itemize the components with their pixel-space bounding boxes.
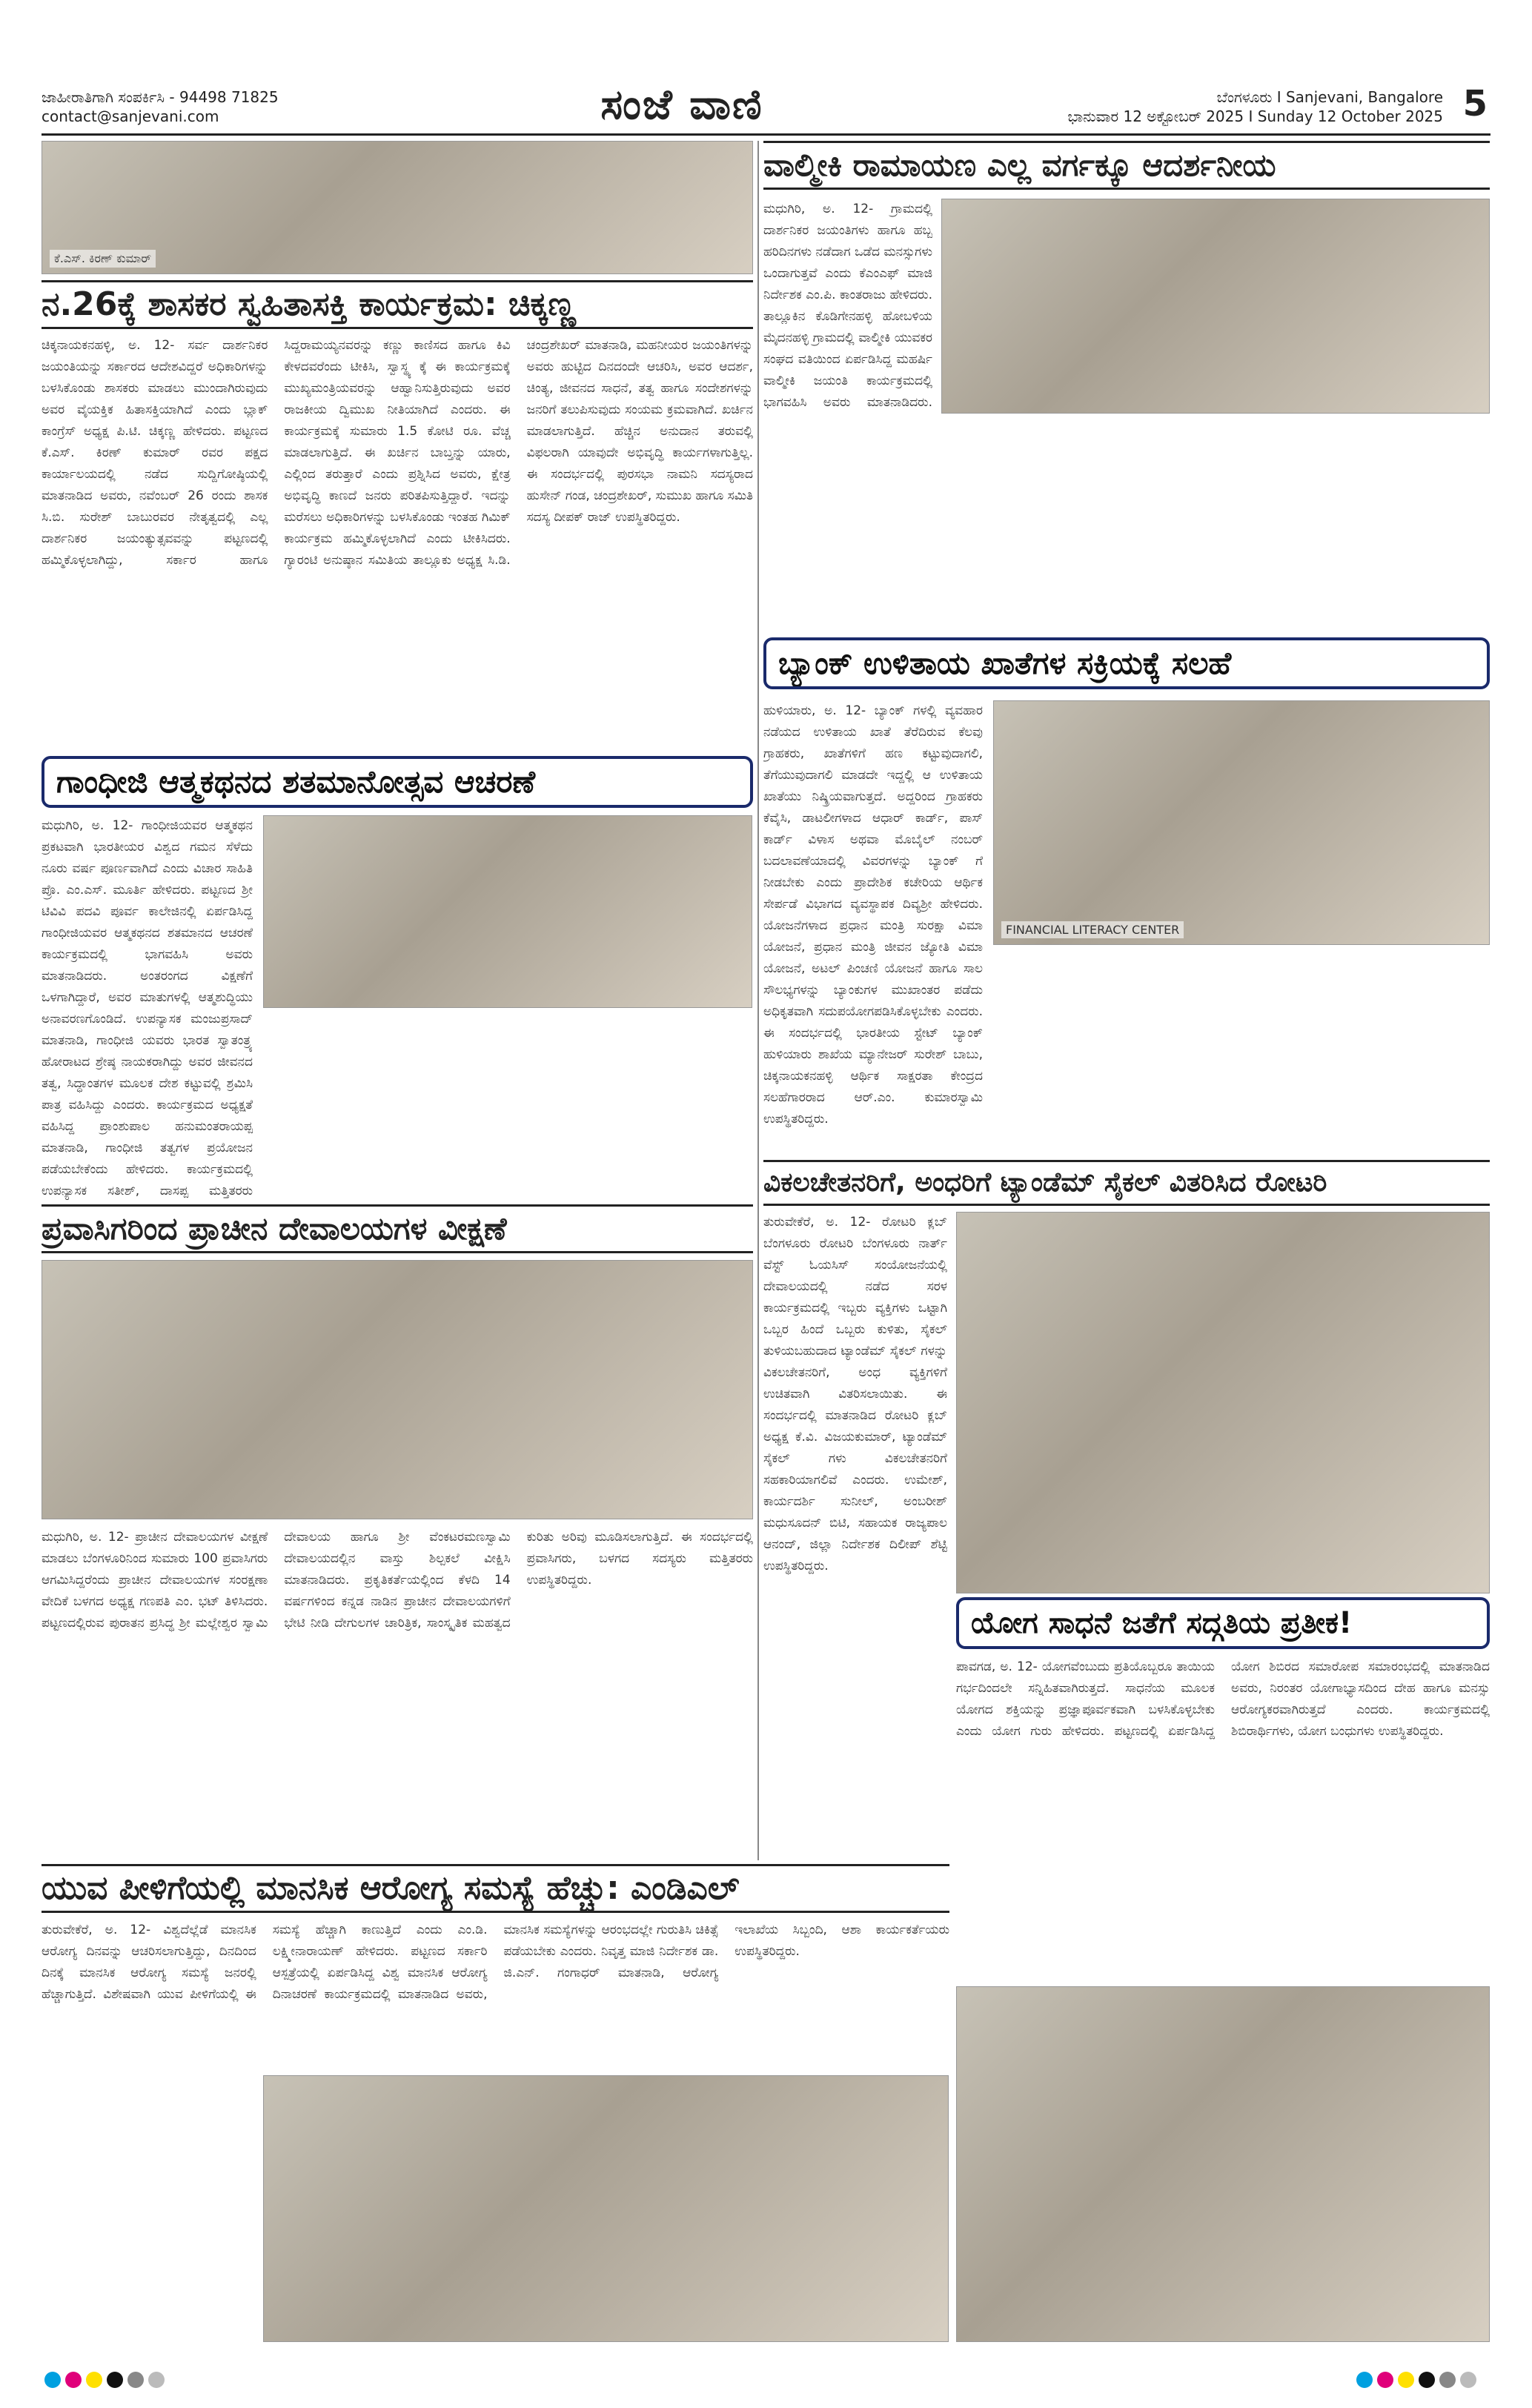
- story6-headline: ವಿಕಲಚೇತನರಿಗೆ, ಅಂಧರಿಗೆ ಟ್ಯಾಂಡೆಮ್ ಸೈಕಲ್ ವಿತರಿಸಿದ ರೋಟರಿ: [763, 1160, 1490, 1206]
- story7-headline: ಯೋಗ ಸಾಧನೆ ಜತೆಗೆ ಸದ್ಗತಿಯ ಪ್ರತೀಕ!: [956, 1597, 1490, 1649]
- edition-line: ಬೆಂಗಳೂರು I Sanjevani, Bangalore: [1216, 88, 1443, 106]
- contact-email[interactable]: contact@sanjevani.com: [42, 107, 219, 125]
- story2-body: ಮಧುಗಿರಿ, ಅ. 12- ಗ್ರಾಮದಲ್ಲಿ ದಾರ್ಶನಿಕರ ಜಯಂತಿಗಳು ಹಾಗೂ ಹಬ್ಬ ಹರಿದಿನಗಳು ನಡೆದಾಗ ಒಡೆದ ಮನಸ್ಸುಗಳು ಒಂದಾಗುತ್ತವೆ ಎಂದು ಕೆಎಂಎಫ್ ಮಾಜಿ ನಿರ್ದೇಶಕ ಎಂ.ಪಿ. ಕಾಂತರಾಜು ಹೇಳಿದರು. ತಾಲ್ಲೂಕಿನ ಕೊಡಿಗೇನಹಳ್ಳಿ ಹೋಬಳಿಯ ಮೈದನಹಳ್ಳಿ ಗ್ರಾಮದಲ್ಲಿ ವಾಲ್ಮೀಕಿ ಯುವಕರ ಸಂಘದ ವತಿಯಿಂದ ಏರ್ಪಡಿಸಿದ್ದ ಮಹರ್ಷಿ ವಾಲ್ಮೀಕಿ ಜಯಂತಿ ಕಾರ್ಯಕ್ರಮದಲ್ಲಿ ಭಾಗವಹಿಸಿ ಅವರು ಮಾತನಾಡಿದರು.: [763, 202, 932, 410]
- page-number: 5: [1462, 83, 1488, 125]
- registration-dot: [148, 2372, 165, 2388]
- registration-dot: [1419, 2372, 1435, 2388]
- story5-headline: ಪ್ರವಾಸಿಗರಿಂದ ಪ್ರಾಚೀನ ದೇವಾಲಯಗಳ ವೀಕ್ಷಣೆ: [42, 1204, 753, 1253]
- registration-dot: [1356, 2372, 1373, 2388]
- story6-body: ತುರುವೇಕೆರೆ, ಅ. 12- ರೋಟರಿ ಕ್ಲಬ್ ಬೆಂಗಳೂರು ರೋಟರಿ ಬೆಂಗಳೂರು ನಾರ್ತ್ ವೆಸ್ಟ್ ಓಯಸಿಸ್ ಸಂಯೋಜನೆಯಲ್ಲಿ ದೇವಾಲಯದಲ್ಲಿ ನಡೆದ ಸರಳ ಕಾರ್ಯಕ್ರಮದಲ್ಲಿ ಇಬ್ಬರು ವ್ಯಕ್ತಿಗಳು ಒಟ್ಟಾಗಿ ಒಬ್ಬರ ಹಿಂದೆ ಒಬ್ಬರು ಕುಳಿತು, ಸೈಕಲ್ ತುಳಿಯಬಹುದಾದ ಟ್ಯಾಂಡೆಮ್ ಸೈಕಲ್ ಗಳನ್ನು ವಿಕಲಚೇತನರಿಗೆ, ಅಂಧ ವ್ಯಕ್ತಿಗಳಿಗೆ ಉಚಿತವಾಗಿ ವಿತರಿಸಲಾಯಿತು. ಈ ಸಂದರ್ಭದಲ್ಲಿ ಮಾತನಾಡಿದ ರೋಟರಿ ಕ್ಲಬ್ ಅಧ್ಯಕ್ಷ ಕೆ.ವಿ. ವಿಜಯಕುಮಾರ್, ಟ್ಯಾಂಡೆಮ್ ಸೈಕಲ್ ಗಳು ವಿಕಲಚೇತನರಿಗೆ ಸಹಕಾರಿಯಾಗಲಿವೆ ಎಂದರು. ಉಮೇಶ್, ಕಾರ್ಯದರ್ಶಿ ಸುನೀಲ್, ಅಂಬರೀಶ್ ಮಧುಸೂದನ್ ಬಿಟಿ, ಸಹಾಯಕ ರಾಜ್ಯಪಾಲ ಆನಂದ್, ಜಿಲ್ಲಾ ನಿರ್ದೇಶಕ ದಿಲೀಪ್ ಶೆಟ್ಟಿ ಉಪಸ್ಥಿತರಿದ್ದರು.: [763, 1215, 947, 1573]
- masthead-dateline: [1067, 87, 1443, 126]
- registration-dot: [127, 2372, 144, 2388]
- story3-photo: [993, 700, 1490, 945]
- story1-photo-caption: ಕೆ.ಎಸ್. ಕಿರಣ್ ಕುಮಾರ್: [50, 250, 156, 268]
- registration-dot: [65, 2372, 82, 2388]
- story8-headline: ಯುವ ಪೀಳಿಗೆಯಲ್ಲಿ ಮಾನಸಿಕ ಆರೋಗ್ಯ ಸಮಸ್ಯೆ ಹೆಚ್ಚು: ಎಂಡಿಎಲ್: [42, 1864, 949, 1913]
- story8-photo: [263, 2075, 949, 2342]
- story2-headline: ವಾಲ್ಮೀಕಿ ರಾಮಾಯಣ ಎಲ್ಲ ವರ್ಗಕ್ಕೂ ಆದರ್ಶನೀಯ: [763, 141, 1490, 190]
- story4-headline: ಗಾಂಧೀಜಿ ಆತ್ಮಕಥನದ ಶತಮಾನೋತ್ಸವ ಆಚರಣೆ: [42, 756, 753, 808]
- story8-body: ತುರುವೇಕೆರೆ, ಅ. 12- ವಿಶ್ವದೆಲ್ಲೆಡೆ ಮಾನಸಿಕ ಆರೋಗ್ಯ ದಿನವನ್ನು ಆಚರಿಸಲಾಗುತ್ತಿದ್ದು, ದಿನದಿಂದ ದಿನಕ್ಕೆ ಮಾನಸಿಕ ಆರೋಗ್ಯ ಸಮಸ್ಯೆ ಜನರಲ್ಲಿ ಹೆಚ್ಚಾಗುತ್ತಿದೆ. ವಿಶೇಷವಾಗಿ ಯುವ ಪೀಳಿಗೆಯಲ್ಲಿ ಈ ಸಮಸ್ಯೆ ಹೆಚ್ಚಾಗಿ ಕಾಣುತ್ತಿದೆ ಎಂದು ಎಂ.ಡಿ. ಲಕ್ಷ್ಮೀನಾರಾಯಣ್ ಹೇಳಿದರು. ಪಟ್ಟಣದ ಸರ್ಕಾರಿ ಆಸ್ಪತ್ರೆಯಲ್ಲಿ ಏರ್ಪಡಿಸಿದ್ದ ವಿಶ್ವ ಮಾನಸಿಕ ಆರೋಗ್ಯ ದಿನಾಚರಣೆ ಕಾರ್ಯಕ್ರಮದಲ್ಲಿ ಮಾತನಾಡಿದ ಅವರು, ಮಾನಸಿಕ ಸಮಸ್ಯೆಗಳನ್ನು ಆರಂಭದಲ್ಲೇ ಗುರುತಿಸಿ ಚಿಕಿತ್ಸೆ ಪಡೆಯಬೇಕು ಎಂದರು. ನಿವೃತ್ತ ಮಾಜಿ ನಿರ್ದೇಶಕ ಡಾ. ಜಿ.ಎನ್. ಗಂಗಾಧರ್ ಮಾತನಾಡಿ, ಆರೋಗ್ಯ ಇಲಾಖೆಯ ಸಿಬ್ಬಂದಿ, ಆಶಾ ಕಾರ್ಯಕರ್ತೆಯರು ಉಪಸ್ಥಿತರಿದ್ದರು.: [42, 1923, 949, 2002]
- registration-dot: [1377, 2372, 1393, 2388]
- story5-photo: [42, 1260, 753, 1519]
- story3-headline: ಬ್ಯಾಂಕ್ ಉಳಿತಾಯ ಖಾತೆಗಳ ಸಕ್ರಿಯಕ್ಕೆ ಸಲಹೆ: [763, 637, 1490, 689]
- masthead-rule: [42, 133, 1490, 136]
- story2-photo: [941, 199, 1490, 414]
- registration-dot: [107, 2372, 123, 2388]
- story5-body: ಮಧುಗಿರಿ, ಅ. 12- ಪ್ರಾಚೀನ ದೇವಾಲಯಗಳ ವೀಕ್ಷಣೆ ಮಾಡಲು ಬೆಂಗಳೂರಿನಿಂದ ಸುಮಾರು 100 ಪ್ರವಾಸಿಗರು ಆಗಮಿಸಿದ್ದರೆಂದು ಪ್ರಾಚೀನ ದೇವಾಲಯಗಳ ಸಂರಕ್ಷಣಾ ವೇದಿಕೆ ಬಳಗದ ಅಧ್ಯಕ್ಷ ಗಣಪತಿ ಎಂ. ಭಟ್ ತಿಳಿಸಿದರು. ಪಟ್ಟಣದಲ್ಲಿರುವ ಪುರಾತನ ಪ್ರಸಿದ್ಧ ಶ್ರೀ ಮಲ್ಲೇಶ್ವರ ಸ್ವಾಮಿ ದೇವಾಲಯ ಹಾಗೂ ಶ್ರೀ ವೆಂಕಟರಮಣಸ್ವಾಮಿ ದೇವಾಲಯದಲ್ಲಿನ ವಾಸ್ತು ಶಿಲ್ಪಕಲೆ ವೀಕ್ಷಿಸಿ ಮಾತನಾಡಿದರು. ಪ್ರಕೃತಿಕರ್ತೆಯಲ್ಲಿಂದ ಕೆಳದಿ 14 ವರ್ಷಗಳಿಂದ ಕನ್ನಡ ನಾಡಿನ ಪ್ರಾಚೀನ ದೇವಾಲಯಗಳಿಗೆ ಭೇಟಿ ನೀಡಿ ದೇಗುಲಗಳ ಚಾರಿತ್ರಿಕ, ಸಾಂಸ್ಕೃತಿಕ ಮಹತ್ವದ ಕುರಿತು ಅರಿವು ಮೂಡಿಸಲಾಗುತ್ತಿದೆ. ಈ ಸಂದರ್ಭದಲ್ಲಿ ಪ್ರವಾಸಿಗರು, ಬಳಗದ ಸದಸ್ಯರು ಮತ್ತಿತರರು ಉಪಸ್ಥಿತರಿದ್ದರು.: [42, 1530, 753, 1631]
- story4-body: ಮಧುಗಿರಿ, ಅ. 12- ಗಾಂಧೀಜಿಯವರ ಆತ್ಮಕಥನ ಪ್ರಕಟವಾಗಿ ಭಾರತೀಯರ ವಿಶ್ವದ ಗಮನ ಸೆಳೆದು ನೂರು ವರ್ಷ ಪೂರ್ಣವಾಗಿದೆ ಎಂದು ವಿಚಾರ ಸಾಹಿತಿ ಪ್ರೊ. ಎಂ.ಎಸ್. ಮೂರ್ತಿ ಹೇಳಿದರು. ಪಟ್ಟಣದ ಶ್ರೀ ಟಿವಿವಿ ಪದವಿ ಪೂರ್ವ ಕಾಲೇಜಿನಲ್ಲಿ ಏರ್ಪಡಿಸಿದ್ದ ಗಾಂಧೀಜಿಯವರ ಆತ್ಮಕಥನದ ಶತಮಾನದ ಆಚರಣೆ ಕಾರ್ಯಕ್ರಮದಲ್ಲಿ ಭಾಗವಹಿಸಿ ಅವರು ಮಾತನಾಡಿದರು. ಅಂತರಂಗದ ವಿಕ್ಷಣೆಗೆ ಒಳಗಾಗಿದ್ದಾರೆ, ಅವರ ಮಾತುಗಳಲ್ಲಿ ಆತ್ಮಶುದ್ಧಿಯು ಅನಾವರಣಗೊಂಡಿದೆ. ಉಪನ್ಯಾಸಕ ಮಂಜುಪ್ರಸಾದ್ ಮಾತನಾಡಿ, ಗಾಂಧೀಜಿ ಯವರು ಭಾರತ ಸ್ವಾತಂತ್ರ್ಯ ಹೋರಾಟದ ಶ್ರೇಷ್ಠ ನಾಯಕರಾಗಿದ್ದು ಅವರ ಜೀವನದ ತತ್ವ, ಸಿದ್ಧಾಂತಗಳ ಮೂಲಕ ದೇಶ ಕಟ್ಟುವಲ್ಲಿ ಶ್ರಮಿಸಿ ಪಾತ್ರ ವಹಿಸಿದ್ದು ಎಂದರು. ಕಾರ್ಯಕ್ರಮದ ಅಧ್ಯಕ್ಷತೆ ವಹಿಸಿದ್ದ ಪ್ರಾಂಶುಪಾಲ ಹನುಮಂತರಾಯಪ್ಪ ಮಾತನಾಡಿ, ಗಾಂಧೀಜಿ ತತ್ವಗಳ ಪ್ರಯೋಜನ ಪಡೆಯಬೇಕೆಂದು ಹೇಳಿದರು. ಕಾರ್ಯಕ್ರಮದಲ್ಲಿ ಉಪನ್ಯಾಸಕ ಸತೀಶ್, ದಾಸಪ್ಪ ಮತ್ತಿತರರು: [42, 818, 253, 1198]
- story1-headline: ನ.26ಕ್ಕೆ ಶಾಸಕರ ಸ್ವಹಿತಾಸಕ್ತಿ ಕಾರ್ಯಕ್ರಮ: ಚಿಕ್ಕಣ್ಣ: [42, 280, 753, 329]
- registration-marks-right: [1356, 2372, 1476, 2388]
- masthead-contact: [42, 87, 279, 126]
- date-line: ಭಾನುವಾರ 12 ಅಕ್ಟೋಬರ್ 2025 I Sunday 12 October 2025: [1067, 107, 1443, 125]
- registration-dot: [44, 2372, 61, 2388]
- story4-photo: [263, 815, 752, 1008]
- registration-dot: [86, 2372, 102, 2388]
- story3-body: ಹುಳಿಯಾರು, ಅ. 12- ಬ್ಯಾಂಕ್ ಗಳಲ್ಲಿ ವ್ಯವಹಾರ ನಡೆಯದ ಉಳಿತಾಯ ಖಾತೆ ತೆರೆದಿರುವ ಕೆಲವು ಗ್ರಾಹಕರು, ಖಾತೆಗಳಿಗೆ ಹಣ ಕಟ್ಟುವುದಾಗಲಿ, ತೆಗೆಯುವುದಾಗಲಿ ಮಾಡದೇ ಇದ್ದಲ್ಲಿ ಆ ಉಳಿತಾಯ ಖಾತೆಯು ನಿಷ್ಕ್ರಿಯವಾಗುತ್ತದೆ. ಅದ್ದರಿಂದ ಗ್ರಾಹಕರು ಕೆವೈಸಿ, ಡಾಟಲೀಗಳಾದ ಆಧಾರ್ ಕಾರ್ಡ್, ಪಾಸ್ ಕಾರ್ಡ್ ವಿಳಾಸ ಅಥವಾ ಮೊಬೈಲ್ ನಂಬರ್ ಬದಲಾವಣೆಯಾದಲ್ಲಿ ವಿವರಗಳನ್ನು ಬ್ಯಾಂಕ್ ಗೆ ನೀಡಬೇಕು ಎಂದು ಪ್ರಾದೇಶಿಕ ಕಚೇರಿಯ ಆರ್ಥಿಕ ಸೇರ್ಪಡೆ ವಿಭಾಗದ ವ್ಯವಸ್ಥಾಪಕ ದಿವ್ಯಶ್ರೀ ಹೇಳಿದರು. ಯೋಜನೆಗಳಾದ ಪ್ರಧಾನ ಮಂತ್ರಿ ಸುರಕ್ಷಾ ವಿಮಾ ಯೋಜನೆ, ಪ್ರಧಾನ ಮಂತ್ರಿ ಜೀವನ ಜ್ಯೋತಿ ವಿಮಾ ಯೋಜನೆ, ಅಟಲ್ ಪಿಂಚಣಿ ಯೋಜನೆ ಹಾಗೂ ಸಾಲ ಸೌಲಭ್ಯಗಳನ್ನು ಬ್ಯಾಂಕುಗಳ ಮುಖಾಂತರ ಪಡೆದು ಅಧಿಕೃತವಾಗಿ ಸದುಪಯೋಗಪಡಿಸಿಕೊಳ್ಳಬೇಕು ಎಂದರು. ಈ ಸಂದರ್ಭದಲ್ಲಿ ಭಾರತೀಯ ಸ್ಟೇಟ್ ಬ್ಯಾಂಕ್ ಹುಳಿಯಾರು ಶಾಖೆಯ ಮ್ಯಾನೇಜರ್ ಸುರೇಶ್ ಬಾಬು, ಚಿಕ್ಕನಾಯಕನಹಳ್ಳಿ ಆರ್ಥಿಕ ಸಾಕ್ಷರತಾ ಕೇಂದ್ರದ ಸಲಹೆಗಾರರಾದ ಆರ್.ಎಂ. ಕುಮಾರಸ್ವಾಮಿ ಉಪಸ್ಥಿತರಿದ್ದರು.: [763, 703, 983, 1127]
- story1-body: ಚಿಕ್ಕನಾಯಕನಹಳ್ಳಿ, ಅ. 12- ಸರ್ವ ದಾರ್ಶನಿಕರ ಜಯಂತಿಯನ್ನು ಸರ್ಕಾರದ ಆದೇಶವಿದ್ದರೆ ಅಧಿಕಾರಿಗಳನ್ನು ಬಳಸಿಕೊಂಡು ಶಾಸಕರು ಮಾಡಲು ಮುಂದಾಗಿರುವುದು ಅವರ ವೈಯಕ್ತಿಕ ಹಿತಾಸಕ್ತಿಯಾಗಿದೆ ಎಂದು ಬ್ಲಾಕ್ ಕಾಂಗ್ರೆಸ್ ಅಧ್ಯಕ್ಷ ಪಿ.ಟಿ. ಚಿಕ್ಕಣ್ಣ ಹೇಳಿದರು. ಪಟ್ಟಣದ ಕೆ.ಎಸ್. ಕಿರಣ್ ಕುಮಾರ್ ರವರ ಪಕ್ಷದ ಕಾರ್ಯಾಲಯದಲ್ಲಿ ನಡೆದ ಸುದ್ದಿಗೋಷ್ಠಿಯಲ್ಲಿ ಮಾತನಾಡಿದ ಅವರು, ನವೆಂಬರ್ 26 ರಂದು ಶಾಸಕ ಸಿ.ಬಿ. ಸುರೇಶ್ ಬಾಬುರವರ ನೇತೃತ್ವದಲ್ಲಿ ಎಲ್ಲ ದಾರ್ಶನಿಕರ ಜಯಂತ್ಯುತ್ಸವವನ್ನು ಪಟ್ಟಣದಲ್ಲಿ ಹಮ್ಮಿಕೊಳ್ಳಲಾಗಿದ್ದು, ಸರ್ಕಾರ ಹಾಗೂ ಸಿದ್ದರಾಮಯ್ಯನವರನ್ನು ಕಣ್ಣು ಕಾಣಿಸದ ಹಾಗೂ ಕಿವಿ ಕೇಳದವರೆಂದು ಟೀಕಿಸಿ, ಸ್ವಾಸ್ಥ್ಯ ಕ್ಕೆ ಈ ಕಾರ್ಯಕ್ರಮಕ್ಕೆ ಮುಖ್ಯಮಂತ್ರಿಯವರನ್ನು ಆಹ್ವಾನಿಸುತ್ತಿರುವುದು ಅವರ ರಾಜಕೀಯ ದ್ವಿಮುಖ ನೀತಿಯಾಗಿದೆ ಎಂದರು. ಈ ಕಾರ್ಯಕ್ರಮಕ್ಕೆ ಸುಮಾರು 1.5 ಕೋಟಿ ರೂ. ವೆಚ್ಚ ಮಾಡಲಾಗುತ್ತಿದೆ. ಈ ಖರ್ಚಿನ ಬಾಬ್ತನ್ನು ಯಾರು, ಎಲ್ಲಿಂದ ತರುತ್ತಾರೆ ಎಂದು ಪ್ರಶ್ನಿಸಿದ ಅವರು, ಕ್ಷೇತ್ರ ಅಭಿವೃದ್ಧಿ ಕಾಣದೆ ಜನರು ಪರಿತಪಿಸುತ್ತಿದ್ದಾರೆ. ಇದನ್ನು ಮರೆಸಲು ಅಧಿಕಾರಿಗಳನ್ನು ಬಳಸಿಕೊಂಡು ಇಂತಹ ಗಿಮಿಕ್ ಕಾರ್ಯಕ್ರಮ ಹಮ್ಮಿಕೊಳ್ಳಲಾಗಿದೆ ಎಂದು ಟೀಕಿಸಿದರು. ಗ್ಯಾರಂಟಿ ಅನುಷ್ಠಾನ ಸಮಿತಿಯ ತಾಲ್ಲೂಕು ಅಧ್ಯಕ್ಷ ಸಿ.ಡಿ. ಚಂದ್ರಶೇಖರ್ ಮಾತನಾಡಿ, ಮಹನೀಯರ ಜಯಂತಿಗಳನ್ನು ಅವರು ಹುಟ್ಟಿದ ದಿನದಂದೇ ಆಚರಿಸಿ, ಅವರ ಆದರ್ಶ, ಚಿಂತ್ಯ, ಜೀವನದ ಸಾಧನೆ, ತತ್ವ ಹಾಗೂ ಸಂದೇಶಗಳನ್ನು ಜನರಿಗೆ ತಲುಪಿಸುವುದು ಸಂಯಮ ಕ್ರಮವಾಗಿದೆ. ಖರ್ಚಿನ ಮಾಡಲಾಗುತ್ತಿದೆ. ಹೆಚ್ಚಿನ ಅನುದಾನ ತರುವಲ್ಲಿ ವಿಫಲರಾಗಿ ಯಾವುದೇ ಅಭಿವೃದ್ಧಿ ಕಾರ್ಯಗಳಾಗುತ್ತಿಲ್ಲ. ಈ ಸಂದರ್ಭದಲ್ಲಿ ಪುರಸಭಾ ನಾಮನಿ ಸದಸ್ಯರಾದ ಹುಸೇನ್ ಗಂಡ, ಚಂದ್ರಶೇಖರ್, ಸುಮುಖ ಹಾಗೂ ಸಮಿತಿ ಸದಸ್ಯ ದೀಪಕ್ ರಾಜ್ ಉಪಸ್ಥಿತರಿದ್ದರು.: [42, 338, 753, 568]
- story3-banner-text: FINANCIAL LITERACY CENTER: [1001, 921, 1184, 938]
- story7-photo: [956, 1986, 1490, 2342]
- newspaper-logo: ಸಂಜೆ ವಾಣಿ: [600, 80, 763, 129]
- column-divider: [757, 141, 759, 1860]
- story1-photo: [42, 141, 753, 274]
- story7-body: ಪಾವಗಡ, ಅ. 12- ಯೋಗವೆಂಬುದು ಪ್ರತಿಯೊಬ್ಬರೂ ತಾಯಿಯ ಗರ್ಭದಿಂದಲೇ ಸನ್ನಿಹಿತವಾಗಿರುತ್ತದೆ. ಸಾಧನೆಯ ಮೂಲಕ ಯೋಗದ ಶಕ್ತಿಯನ್ನು ಪ್ರಜ್ಞಾಪೂರ್ವಕವಾಗಿ ಬಳಸಿಕೊಳ್ಳಬೇಕು ಎಂದು ಯೋಗ ಗುರು ಹೇಳಿದರು. ಪಟ್ಟಣದಲ್ಲಿ ಏರ್ಪಡಿಸಿದ್ದ ಯೋಗ ಶಿಬಿರದ ಸಮಾರೋಪ ಸಮಾರಂಭದಲ್ಲಿ ಮಾತನಾಡಿದ ಅವರು, ನಿರಂತರ ಯೋಗಾಭ್ಯಾಸದಿಂದ ದೇಹ ಹಾಗೂ ಮನಸ್ಸು ಆರೋಗ್ಯಕರವಾಗಿರುತ್ತದೆ ಎಂದರು. ಕಾರ್ಯಕ್ರಮದಲ್ಲಿ ಶಿಬಿರಾರ್ಥಿಗಳು, ಯೋಗ ಬಂಧುಗಳು ಉಪಸ್ಥಿತರಿದ್ದರು.: [956, 1659, 1490, 1739]
- registration-dot: [1398, 2372, 1414, 2388]
- registration-dot: [1460, 2372, 1476, 2388]
- registration-dot: [1439, 2372, 1456, 2388]
- registration-marks-left: [44, 2372, 165, 2388]
- story2-body-continued: [763, 421, 1490, 628]
- story6-photo: [956, 1212, 1490, 1593]
- ad-contact-line: ಜಾಹೀರಾತಿಗಾಗಿ ಸಂಪರ್ಕಿಸಿ - 94498 71825: [42, 88, 279, 106]
